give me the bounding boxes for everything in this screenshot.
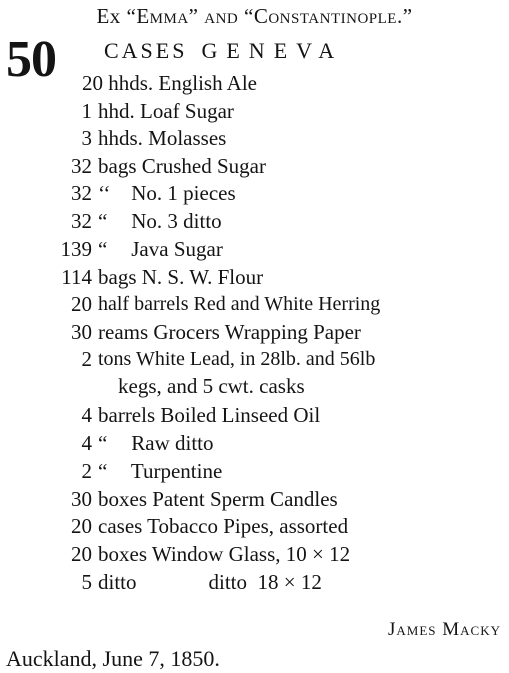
item-text: Turpentine (130, 459, 223, 483)
item-text: ditto (98, 570, 137, 594)
item-qty: 114 (61, 265, 92, 289)
item-qty: 20 (71, 514, 92, 538)
ditto-mark: ‘‘ (98, 181, 111, 205)
item-qty: 20 (82, 71, 103, 95)
item-qty: 1 (81, 99, 92, 123)
item-text-continuation: kegs, and 5 cwt. casks (118, 374, 305, 398)
item-qty: 4 (81, 403, 92, 427)
heading-and: and (204, 4, 239, 28)
item-text: reams Grocers Wrapping Paper (98, 320, 361, 344)
item-qty: 2 (81, 459, 92, 483)
item-qty: 32 (71, 209, 92, 233)
lead-item: GENEVA (201, 38, 344, 63)
lead-number: 50 (6, 31, 56, 88)
item-text: boxes Patent Sperm Candles (98, 487, 338, 511)
item-text-2: ditto 18 × 12 (208, 570, 322, 594)
item-text: hhd. Loaf Sugar (98, 99, 234, 123)
item-text: hhds. Molasses (98, 126, 227, 150)
item-qty: 32 (71, 181, 92, 205)
item-text: tons White Lead, in 28lb. and 56lb (98, 348, 376, 370)
item-text: Java Sugar (131, 237, 223, 261)
item-qty: 20 (71, 292, 92, 316)
item-qty: 4 (81, 431, 92, 455)
ditto-mark: “ (98, 459, 108, 483)
item-text: bags N. S. W. Flour (98, 265, 264, 289)
lead-unit: CASES (104, 38, 188, 63)
item-qty: 2 (81, 347, 92, 371)
ditto-mark: “ (98, 209, 108, 233)
item-qty: 3 (81, 126, 92, 150)
heading (0, 4, 509, 29)
item-qty: 32 (71, 154, 92, 178)
item-text: cases Tobacco Pipes, assorted (98, 514, 349, 538)
item-qty: 5 (81, 570, 92, 594)
lead-line (104, 38, 343, 64)
heading-ship-2: “Constantinople.” (244, 4, 413, 28)
item-text: hhds. English Ale (108, 71, 258, 95)
item-text: Raw ditto (131, 431, 214, 455)
dateline: Auckland, June 7, 1850. (6, 646, 220, 671)
item-text: half barrels Red and White Herring (98, 293, 381, 315)
ditto-mark: “ (98, 237, 108, 261)
item-text: barrels Boiled Linseed Oil (98, 403, 321, 427)
item-qty: 139 (60, 237, 92, 261)
item-text: No. 3 ditto (131, 209, 222, 233)
item-qty: 20 (71, 542, 92, 566)
item-text: bags Crushed Sugar (98, 154, 266, 178)
item-text: No. 1 pieces (131, 181, 236, 205)
item-qty: 30 (71, 487, 92, 511)
heading-ship-1: “Emma” (126, 4, 199, 28)
heading-prefix: Ex (96, 4, 121, 28)
item-qty: 30 (71, 320, 92, 344)
ditto-mark: “ (98, 431, 108, 455)
item-text: boxes Window Glass, 10 × 12 (98, 542, 351, 566)
signature: James Macky (388, 619, 501, 640)
